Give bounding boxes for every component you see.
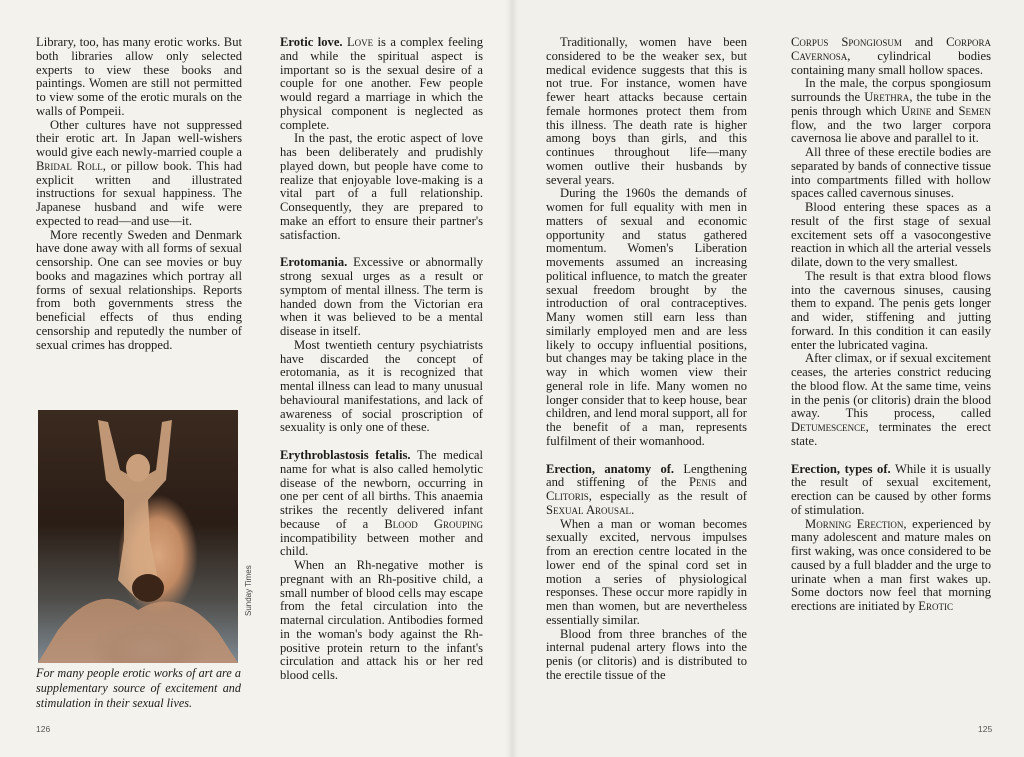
anatomy-text-a: Lengthening and stiffening of the [546,461,747,490]
entry-erection-anatomy [546,463,747,683]
climax-text-b: , terminates the erect state. [791,420,991,448]
erotomania-text-2: Most twentieth century psychiatrists have discarded the concept of erotomania, as it is recognized that mental illness can lead to many unusual behavioural manifestations, and lack of awareness of social proscription of sexuality is only one of these. [280,337,483,435]
paragraph-japan [36,119,242,229]
headword-erotomania: Erotomania. [280,255,348,270]
xref-morning-erection[interactable]: Morning Erection [805,516,904,531]
photo-credit: Sunday Times [244,565,253,616]
xref-clitoris[interactable]: Clitoris [546,489,589,503]
anatomy-text-c: , especially as the result of [588,489,747,503]
anatomy-text-d: . [631,502,635,517]
erotic-art-photo [38,410,238,663]
erythroblastosis-text-2: When an Rh-negative mother is pregnant with an Rh-positive child, a small number of blood cells may escape from the fetal circulation into the maternal circulation. Antibodies formed in the woman's body against the Rh-positive protein return to the infant's circulation and attack his or her red blood cells. [280,558,483,682]
xref-corpora-cavernosa[interactable]: Corpora Cavernosa [791,35,992,63]
headword-erection-anatomy: Erection, anatomy of. [546,461,675,476]
erotic-love-text-2: In the past, the erotic aspect of love has been deliberately and prudishly played down, but people have come to realize that enjoyable love-making is a vital part of a full relationship. Consequently, they are prepared to make an effort to ensure their partner's satisfaction. [280,131,483,242]
paragraph-morning [791,518,991,614]
xref-blood-grouping[interactable]: Blood Grouping [384,516,483,531]
entry-erythroblastosis [280,449,483,683]
xref-sexual-arousal[interactable]: Sexual Arousal [546,502,632,517]
paragraph-male [791,77,991,146]
paragraph-traditionally: Traditionally, women have been considered to be the weaker sex, but medical evidence suggests that this is not true. For instance, women have fewer heart attacks because certain female hormones protect them from this illness. The death rate is higher among boys than girls, and this continues throughout life—many women outlive their husbands by several years. [546,35,747,187]
anatomy-text-b: and [716,475,747,490]
xref-urethra[interactable]: Urethra [864,90,910,104]
column-4 [791,36,991,614]
headword-erotic-love: Erotic love. [280,35,343,49]
male-text-c: and [931,103,959,118]
male-text-d: flow, and the two larger corpora cavernosa lie above and parallel to it. [791,117,991,146]
xref-erotic[interactable]: Erotic [918,599,953,613]
book-gutter [506,0,518,757]
xref-penis[interactable]: Penis [689,475,717,490]
entry-erotomania [280,256,483,435]
headword-erythroblastosis: Erythroblastosis fetalis. [280,448,411,462]
artwork-figures-shape [38,410,238,663]
japan-tail: , or pillow book. This had explicit written and illustrated instructions for sexual happiness. The Japanese husband and wife were expected to read—and use—it. [36,158,242,228]
morning-text: , experienced by many adolescent and mature males on first waking, was once considered to be caused by a full bladder and the urge to urinate when a man first wakes up. Some doctors now feel that morning erections are initiated by [791,516,991,613]
erotomania-text-1: Excessive or abnormally strong sexual urges as a result or symptom of mental illness. The term is handed down from the Victorian era when it was believed to be a mental disease in itself. [280,255,483,338]
xref-corpus-spongiosum[interactable]: Corpus Spongiosum [791,35,902,49]
xref-bridal-roll[interactable]: Bridal Roll [36,158,103,173]
xref-love[interactable]: Love [346,35,374,49]
xref-urine[interactable]: Urine [901,103,932,118]
japan-text: Other cultures have not suppressed their erotic art. In Japan well-wishers would give each newly-married couple a [36,117,242,159]
erythroblastosis-text-1a: The medical name for what is also called hemolytic disease of the newborn, occurring in one per cent of all births. This anaemia strikes the recently delivered infant because of a [280,448,484,531]
anatomy-paragraph-3: Blood from three branches of the internal pudenal artery flows into the penis (or clitoris) and is distributed to the erectile tissue of the [546,626,747,682]
paragraph-libraries: Library, too, has many erotic works. But both libraries allow only selected experts to view these books and paintings. Women are still not permitted to view some of the erotic murals on the walls of Pompeii. [36,35,242,118]
and-text: and [901,35,947,49]
climax-text-a: After climax, or if sexual excitement ceases, the arteries constrict reducing the blood flow. At the same time, veins in the penis (or clitoris) drain the blood away. This process, called [791,351,991,421]
paragraph-result: The result is that extra blood flows into the cavernous sinuses, causing them to expand. The penis gets longer and wider, stiffening and jutting forward. In this condition it can easily enter the lubricated vagina. [791,268,991,352]
paragraph-1960s: During the 1960s the demands of women for full equality with men in matters of sexual and economic opportunity and status gathered momentum. Women's Liberation movements assumed an increasing political influence, to match the greater sexual freedom brought by the introduction of oral contraceptives. Many women still earn less than similarly employed men and are less likely to occupy influential positions, but changes may be taking place in the way in which women view their general role in life. Many women no longer consider that to keep house, bear children, and lend moral support, all for the benefit of a man, represents fulfilment of their womanhood. [546,186,747,448]
paragraph-corpus [791,36,991,77]
column-1 [36,36,242,352]
anatomy-paragraph-2: When a man or woman becomes sexually excited, nervous impulses from an erection centre located in the lower end of the spinal cord set in motion a series of physiological responses. These occur more rapidly in men than women, but are nevertheless essentially similar. [546,516,747,627]
male-text-b: , the tube in the penis through which [791,90,991,118]
paragraph-sweden: More recently Sweden and Denmark have done away with all forms of sexual censorship. One can see movies or buy books and magazines which portray all forms of sexual relationships. Reports from both governments stress the beneficial effects of thus ending censorship and reputedly the number of sexual crimes has dropped. [36,227,242,352]
types-text: While it is usually the result of sexual excitement, erection can be caused by other forms of stimulation. [791,461,991,517]
figure-caption: For many people erotic works of art are a supplementary source of excitement and stimulation in their sexual lives. [36,666,241,710]
erythroblastosis-text-1b: incompatibility between mother and child. [280,530,483,559]
paragraph-after-climax [791,352,991,448]
entry-erotic-love [280,36,483,242]
page-number-left: 126 [36,724,51,734]
xref-detumescence[interactable]: Detumescence [791,420,866,434]
erotic-love-text-1: is a complex feeling and while the spiritual aspect is important so is the sexual desire of a couple for one another. Few people would regard a marriage in which the physical component is neglected as complete. [280,35,483,132]
entry-erection-types [791,463,991,614]
male-text-a: In the male, the corpus spongiosum surrounds the [791,76,991,104]
column-2 [280,36,483,683]
paragraph-erectile-bodies: All three of these erectile bodies are separated by bands of connective tissue into compartments filled with hollow spaces called cavernous sinuses. [791,145,991,201]
paragraph-blood-entering: Blood entering these spaces as a result of the first stage of sexual excitement sets off a vasocongestive reaction in which all the arterial vessels dilate, down to the very smallest. [791,200,991,269]
page-number-right: 125 [978,724,993,734]
xref-semen[interactable]: Semen [958,103,991,118]
corpus-tail: , cylindrical bodies containing many small hollow spaces. [791,48,991,77]
headword-erection-types: Erection, types of. [791,461,891,476]
column-3 [546,36,747,683]
